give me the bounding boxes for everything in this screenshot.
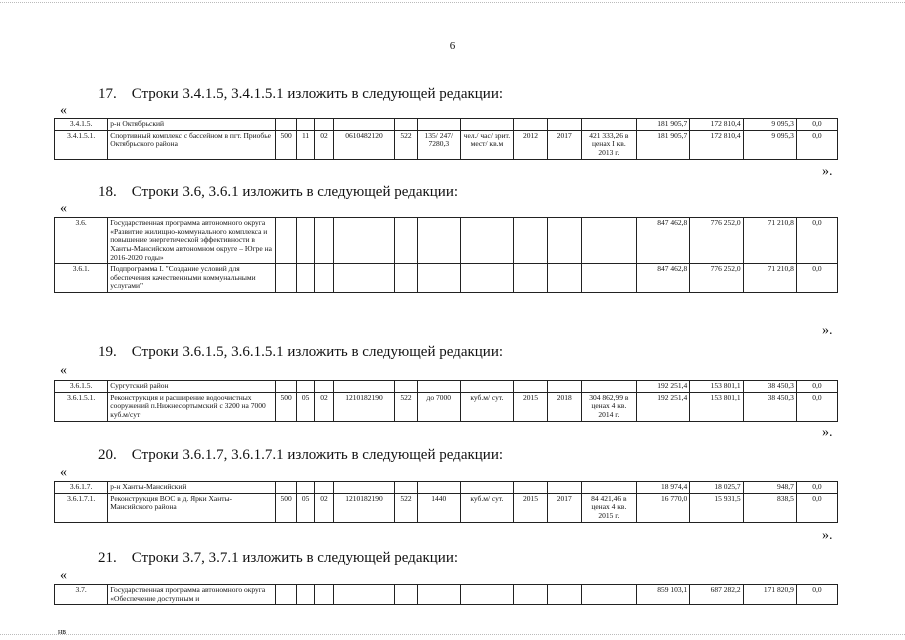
cell-section [296, 482, 314, 494]
cell-district-budget: 153 801,1 [690, 381, 743, 393]
table-21 [54, 584, 838, 605]
cell-subsection: 02 [315, 392, 333, 421]
section-number: 17. [98, 86, 117, 102]
cell-total-amount: 847 462,8 [637, 264, 690, 293]
table-row [55, 482, 838, 494]
cell-name: Сургутский район [108, 381, 276, 393]
quote-open: « [60, 363, 67, 378]
cell-name: Реконструкция и расширение водоочистных сооружений п.Нижнесортымский с 3200 на 7000 куб.м/сут [108, 392, 276, 421]
cell-local-budget: 71 210,8 [743, 264, 796, 293]
cell-row-code: 3.6.1.5.1. [55, 392, 108, 421]
section-text: Строки 3.4.1.5, 3.4.1.5.1 изложить в следующей редакции: [131, 86, 504, 102]
table-20 [54, 481, 838, 523]
cell-start-year [514, 482, 548, 494]
cell-subsection [315, 218, 333, 264]
cell-section [296, 218, 314, 264]
cell-estimated-cost [581, 119, 636, 131]
cell-total-amount: 859 103,1 [637, 585, 690, 605]
table-row [55, 493, 838, 522]
cell-subsection [315, 482, 333, 494]
section-18-title [98, 184, 458, 201]
cell-section: 11 [296, 130, 314, 159]
cell-capacity: до 7000 [417, 392, 460, 421]
section-text: Строки 3.6, 3.6.1 изложить в следующей редакции: [131, 184, 459, 200]
cell-estimated-cost: 304 862,99 в ценах 4 кв. 2014 г. [581, 392, 636, 421]
cell-district-budget: 172 810,4 [690, 130, 743, 159]
cell-estimated-cost [581, 264, 636, 293]
cell-estimated-cost [581, 585, 636, 605]
cell-district-budget: 687 282,2 [690, 585, 743, 605]
cell-capacity [417, 585, 460, 605]
cell-row-code: 3.6.1.7.1. [55, 493, 108, 522]
cell-end-year [547, 218, 581, 264]
cell-section [296, 585, 314, 605]
quote-open: « [60, 465, 67, 480]
cell-total-amount: 16 770,0 [637, 493, 690, 522]
section-number: 19. [98, 344, 117, 360]
cell-total-amount: 181 905,7 [637, 119, 690, 131]
cell-row-code: 3.6.1.7. [55, 482, 108, 494]
cell-target-article [333, 264, 394, 293]
cell-end-year: 2018 [547, 392, 581, 421]
cell-end-year: 2017 [547, 130, 581, 159]
cell-end-year [547, 264, 581, 293]
cell-start-year [514, 218, 548, 264]
cell-total-amount: 18 974,4 [637, 482, 690, 494]
cell-unit [460, 264, 513, 293]
cell-name: Государственная программа автономного округа «Обеспечение доступным и [108, 585, 276, 605]
cell-section [296, 381, 314, 393]
cell-estimated-cost [581, 482, 636, 494]
cell-district-budget: 18 025,7 [690, 482, 743, 494]
section-number: 21. [98, 550, 117, 566]
cell-section: 05 [296, 493, 314, 522]
cell-estimated-cost [581, 218, 636, 264]
table-row [55, 130, 838, 159]
page-number: 6 [449, 40, 456, 52]
cell-expense-type [395, 119, 418, 131]
cell-subsection: 02 [315, 130, 333, 159]
table-19 [54, 380, 838, 422]
cell-other-sources: 0,0 [796, 482, 837, 494]
cell-district-budget: 153 801,1 [690, 392, 743, 421]
cell-total-amount: 181 905,7 [637, 130, 690, 159]
quote-close: ». [822, 528, 833, 543]
cell-expense-type [395, 585, 418, 605]
cell-row-code: 3.6. [55, 218, 108, 264]
cell-unit [460, 585, 513, 605]
cell-district-budget: 15 931,5 [690, 493, 743, 522]
section-text: Строки 3.7, 3.7.1 изложить в следующей редакции: [131, 550, 459, 566]
table-row [55, 392, 838, 421]
cell-district-budget: 172 810,4 [690, 119, 743, 131]
quote-open: « [60, 568, 67, 583]
cell-end-year [547, 119, 581, 131]
cell-unit [460, 381, 513, 393]
cell-expense-type: 522 [395, 130, 418, 159]
cell-target-article [333, 218, 394, 264]
cell-local-budget: 9 095,3 [743, 119, 796, 131]
cell-gp: 500 [276, 392, 296, 421]
cell-target-article [333, 119, 394, 131]
cell-end-year [547, 381, 581, 393]
cell-capacity [417, 119, 460, 131]
cell-start-year: 2015 [514, 392, 548, 421]
quote-close: ». [822, 164, 833, 179]
cell-other-sources: 0,0 [796, 381, 837, 393]
cell-target-article [333, 585, 394, 605]
cell-capacity: 135/ 247/ 7280,3 [417, 130, 460, 159]
cell-other-sources: 0,0 [796, 218, 837, 264]
table-row [55, 119, 838, 131]
cell-gp [276, 585, 296, 605]
cell-estimated-cost: 421 333,26 в ценах I кв. 2013 г. [581, 130, 636, 159]
scan-edge-bottom [0, 634, 905, 635]
cell-target-article: 1210182190 [333, 392, 394, 421]
cell-other-sources: 0,0 [796, 130, 837, 159]
cell-name: р-н Октябрьский [108, 119, 276, 131]
cell-end-year [547, 585, 581, 605]
table-17 [54, 118, 838, 160]
cell-expense-type [395, 381, 418, 393]
cell-start-year: 2012 [514, 130, 548, 159]
cell-target-article: 1210182190 [333, 493, 394, 522]
cell-total-amount: 192 251,4 [637, 381, 690, 393]
cell-local-budget: 948,7 [743, 482, 796, 494]
cell-row-code: 3.6.1.5. [55, 381, 108, 393]
cell-other-sources: 0,0 [796, 119, 837, 131]
cell-gp [276, 381, 296, 393]
cell-local-budget: 38 450,3 [743, 392, 796, 421]
cell-local-budget: 171 820,9 [743, 585, 796, 605]
quote-open: « [60, 201, 67, 216]
cell-expense-type [395, 482, 418, 494]
quote-close: ». [822, 323, 833, 338]
cell-expense-type [395, 264, 418, 293]
cell-end-year: 2017 [547, 493, 581, 522]
cell-gp [276, 264, 296, 293]
quote-open: « [60, 103, 67, 118]
cell-district-budget: 776 252,0 [690, 264, 743, 293]
cell-local-budget: 9 095,3 [743, 130, 796, 159]
cell-subsection [315, 381, 333, 393]
cell-capacity: 1440 [417, 493, 460, 522]
cell-capacity [417, 482, 460, 494]
cell-end-year [547, 482, 581, 494]
table-row [55, 218, 838, 264]
cell-subsection [315, 119, 333, 131]
cell-local-budget: 38 450,3 [743, 381, 796, 393]
cell-start-year [514, 381, 548, 393]
section-number: 20. [98, 447, 117, 463]
cell-other-sources: 0,0 [796, 493, 837, 522]
table-18 [54, 217, 838, 293]
cell-unit: чел./ час/ зрит. мест/ кв.м [460, 130, 513, 159]
scan-edge-top [0, 2, 905, 3]
cell-gp [276, 119, 296, 131]
cell-target-article [333, 482, 394, 494]
cell-subsection [315, 264, 333, 293]
section-21-title [98, 550, 458, 567]
cell-name: Спортивный комплекс с бассейном в пгт. Приобье Октябрьского района [108, 130, 276, 159]
cell-unit: куб.м/ сут. [460, 392, 513, 421]
cell-subsection [315, 585, 333, 605]
cell-start-year [514, 585, 548, 605]
cell-gp [276, 482, 296, 494]
cell-other-sources: 0,0 [796, 585, 837, 605]
cell-row-code: 3.7. [55, 585, 108, 605]
cell-unit: куб.м/ сут. [460, 493, 513, 522]
cell-expense-type: 522 [395, 392, 418, 421]
cell-capacity [417, 264, 460, 293]
section-number: 18. [98, 184, 117, 200]
section-17-title [98, 86, 503, 103]
cell-expense-type [395, 218, 418, 264]
cell-estimated-cost: 84 421,46 в ценах 4 кв. 2015 г. [581, 493, 636, 522]
cell-name: р-н Ханты-Мансийский [108, 482, 276, 494]
cell-unit [460, 482, 513, 494]
cell-expense-type: 522 [395, 493, 418, 522]
section-text: Строки 3.6.1.5, 3.6.1.5.1 изложить в следующей редакции: [131, 344, 504, 360]
cell-other-sources: 0,0 [796, 392, 837, 421]
cell-other-sources: 0,0 [796, 264, 837, 293]
table-row [55, 585, 838, 605]
cell-start-year [514, 119, 548, 131]
table-row [55, 264, 838, 293]
cell-name: Реконструкция ВОС в д. Ярки Ханты-Мансийского района [108, 493, 276, 522]
cell-estimated-cost [581, 381, 636, 393]
section-text: Строки 3.6.1.7, 3.6.1.7.1 изложить в следующей редакции: [131, 447, 504, 463]
cell-section: 05 [296, 392, 314, 421]
footer-mark: нв [58, 627, 67, 636]
cell-section [296, 264, 314, 293]
cell-local-budget: 71 210,8 [743, 218, 796, 264]
cell-row-code: 3.6.1. [55, 264, 108, 293]
cell-name: Государственная программа автономного округа «Развитие жилищно-коммунального комплекса и повышение энергетической эффективности в Ханты-Мансийском автономном округе – Югре на 2016-2020 годы» [108, 218, 276, 264]
cell-gp [276, 218, 296, 264]
cell-district-budget: 776 252,0 [690, 218, 743, 264]
cell-total-amount: 192 251,4 [637, 392, 690, 421]
cell-start-year: 2015 [514, 493, 548, 522]
cell-start-year [514, 264, 548, 293]
cell-target-article [333, 381, 394, 393]
section-19-title [98, 344, 503, 361]
cell-total-amount: 847 462,8 [637, 218, 690, 264]
quote-close: ». [822, 425, 833, 440]
cell-local-budget: 838,5 [743, 493, 796, 522]
cell-unit [460, 119, 513, 131]
section-20-title [98, 447, 503, 464]
cell-gp: 500 [276, 130, 296, 159]
cell-section [296, 119, 314, 131]
cell-unit [460, 218, 513, 264]
cell-capacity [417, 218, 460, 264]
table-row [55, 381, 838, 393]
cell-subsection: 02 [315, 493, 333, 522]
cell-row-code: 3.4.1.5. [55, 119, 108, 131]
cell-gp: 500 [276, 493, 296, 522]
cell-name: Подпрограмма I. "Создание условий для обеспечения качественными коммунальными услугами" [108, 264, 276, 293]
cell-target-article: 0610482120 [333, 130, 394, 159]
cell-capacity [417, 381, 460, 393]
cell-row-code: 3.4.1.5.1. [55, 130, 108, 159]
